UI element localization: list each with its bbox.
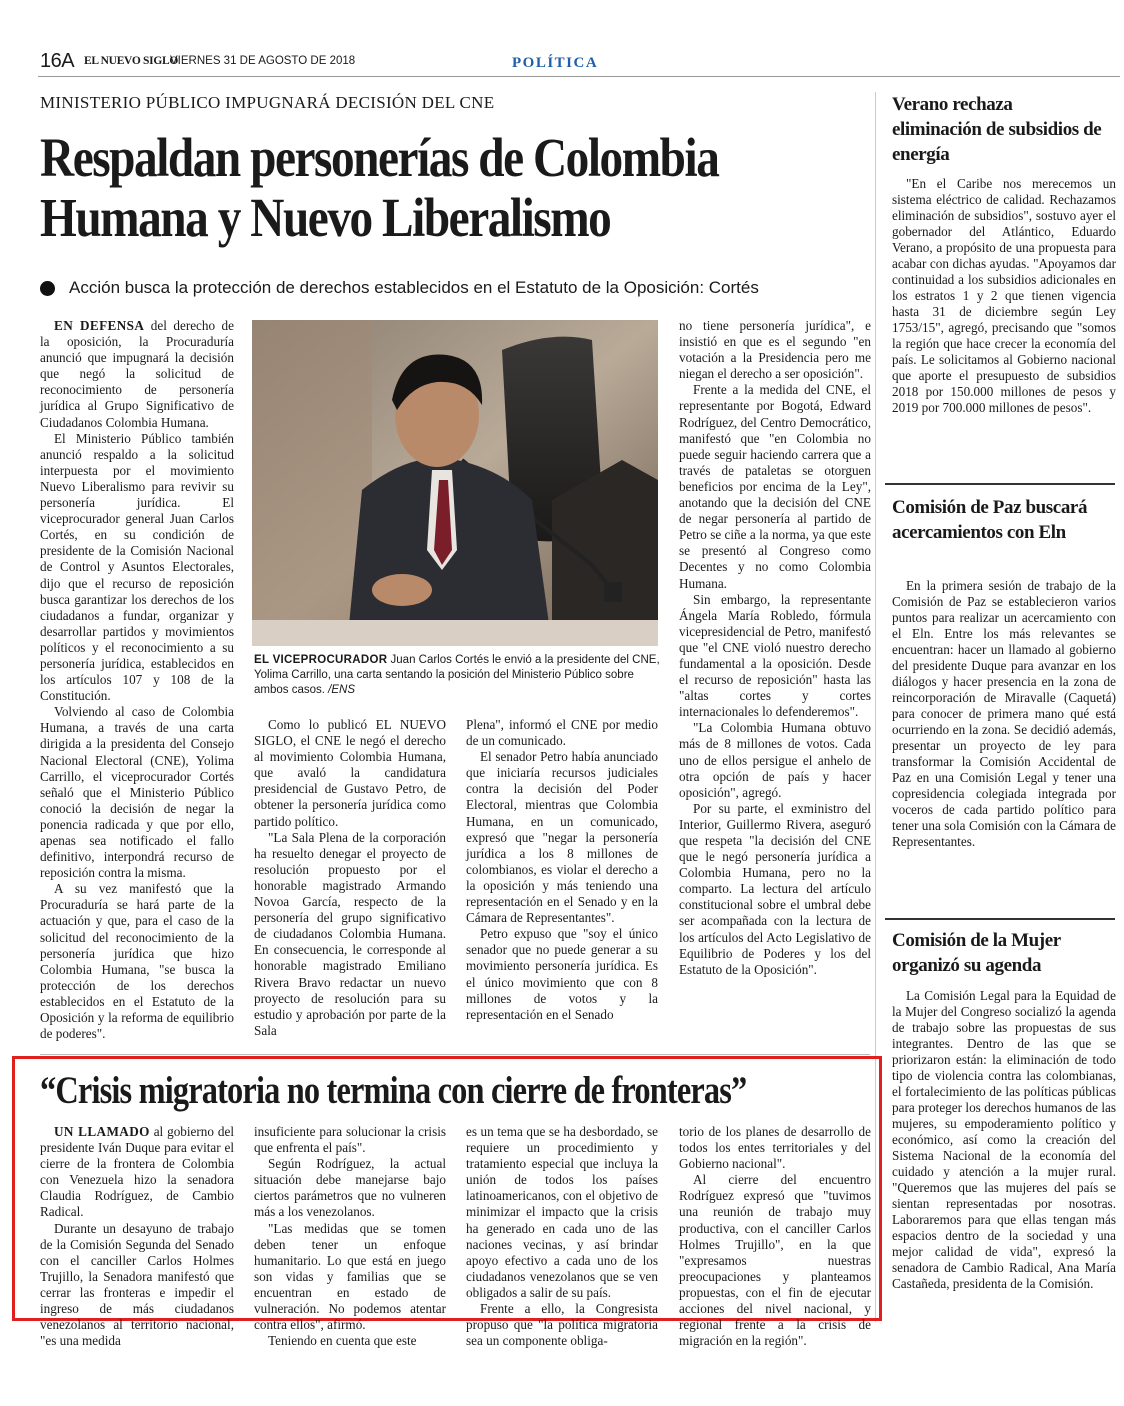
paragraph: no tiene personería jurídica", e insistió en que es el segundo "en votación a la Presidencia pero me niegan el derecho a ser oposición". xyxy=(679,318,871,382)
paragraph: Plena", informó el CNE por medio de un comunicado. xyxy=(466,717,658,749)
headline-line-1: Respaldan personerías de Colombia xyxy=(40,127,719,188)
lead-in: EN DEFENSA xyxy=(54,318,145,333)
lead-in: UN LLAMADO xyxy=(54,1124,150,1139)
crisis-headline: “Crisis migratoria no termina con cierre de fronteras” xyxy=(40,1069,747,1112)
paragraph: Como lo publicó EL NUEVO SIGLO, el CNE le negó el derecho al movimiento Colombia Humana, que avaló la candidatura presidencial de Gustavo Petro, de obtener la personería jurídica como partido político. xyxy=(254,717,446,829)
sidebar-headline-2: Comisión de Paz buscará acercamientos con Eln xyxy=(892,497,1088,543)
paragraph: Durante un desayuno de trabajo de la Comisión Segunda del Senado con el canciller Carlos Holmes Trujillo, la Senadora manifestó que cerrar las fronteras e impedir el ingreso de más ciudadanos venezolanos al territorio nacional, "es una medida xyxy=(40,1220,234,1349)
paragraph: torio de los planes de desarrollo de todos los entes territoriales y del Gobierno nacional". xyxy=(679,1124,871,1172)
photo-caption xyxy=(254,653,660,698)
paragraph: La Comisión Legal para la Equidad de la Mujer del Congreso socializó la agenda de trabajo sobre las propuestas de sus integrantes. Dentro de las que se priorizaron están: la eliminación de todo tipo de violencia contra las colombianas, el fortalecimiento de las políticas públicas para proteger los derechos humanos de las mujeres, su empoderamiento político y económico, así como la creación del Sistema Nacional de la economía del cuidado y atención a la mujer rural. "Queremos que las mujeres del país se sientan representadas por nosotras. Laboraremos para que ellas tengan más espacios dentro de la sociedad y una mejor calidad de vida", expresó la senadora de Cambio Radical, Ana María Castañeda, presidenta de la Comisión. xyxy=(892,988,1116,1291)
headline-line-2: Humana y Nuevo Liberalismo xyxy=(40,187,611,248)
header-rule xyxy=(38,76,1120,77)
article-headline xyxy=(40,128,754,248)
caption-lead: EL VICEPROCURADOR xyxy=(254,654,388,666)
article-column-2 xyxy=(254,717,446,1039)
paragraph: Al cierre del encuentro Rodríguez expresó que "tuvimos una reunión de trabajo muy productiva, con el canciller Carlos Holmes Trujillo", en la que "expresamos nuestras preocupaciones y planteamos propuestas, con el fin de ejecutar acciones del nivel nacional, y regional frente a la crisis de migración en la región". xyxy=(679,1172,871,1349)
crisis-column-2 xyxy=(254,1124,446,1349)
article-column-3 xyxy=(466,717,658,1023)
sidebar-headline-1: Verano rechaza eliminación de subsidios de energía xyxy=(892,94,1102,165)
paragraph: El senador Petro había anunciado que iniciaría recursos judiciales contra la decisión del Poder Electoral, mientras que Colombia Humana, en un comunicado, expresó que "negar la personería jurídica a los 8 millones de colombianos, es violar el derecho a la oposición y más teniendo una representación en el Senado y en la Cámara de Representantes". xyxy=(466,749,658,926)
section-label: POLÍTICA xyxy=(512,55,599,71)
paragraph: El Ministerio Público también anunció respaldo a la solicitud interpuesta por el movimiento Nuevo Liberalismo para revivir su personería jurídica. El viceprocurador general Juan Carlos Cortés, en su condición de presidente de la Comisión Nacional de Control y Asuntos Electorales, dijo que el recurso de reposición busca garantizar los derechos de los ciudadanos a fundar, organizar y desarrollar partidos y movimientos políticos y el reconocimiento a su personería jurídica, establecidos en los artículos 107 y 108 de la Constitución. xyxy=(40,430,234,704)
paragraph: Frente a ello, la Congresista propuso que "la política migratoria sea un componente obliga- xyxy=(466,1301,658,1349)
sidebar-rule xyxy=(885,483,1115,485)
paragraph: Por su parte, el exministro del Interior, Guillermo Rivera, aseguró que respeta "la decisión del CNE que le negó personería jurídica a Colombia Humana, pero no la comparto. La lectura del artículo constitucional sobre el umbral debe ser acompañada con la lectura de los artículos del Acto Legislativo de Equilibrio de Poderes y los del Estatuto de la Oposición". xyxy=(679,800,871,977)
article-subhead xyxy=(40,278,759,298)
paragraph: A su vez manifestó que la Procuraduría se hará parte de la actuación y que, para el caso de la solicitud del reconocimiento de la personería jurídica que hizo Colombia Humana, "se busca la protección de los derechos establecidos en el Estatuto de la Oposición y la reforma de equilibrio de poderes". xyxy=(40,881,234,1042)
paragraph: "Las medidas que se tomen deben tener un enfoque humanitario. Lo que está en juego son vidas y familias que se encuentran en estado de vulneración. No podemos atentar contra ellos", afirmó. xyxy=(254,1220,446,1333)
photo-credit: /ENS xyxy=(324,684,355,696)
viceprocurador-photo-icon xyxy=(252,320,658,646)
paragraph: insuficiente para solucionar la crisis que enfrenta el país". xyxy=(254,1124,446,1156)
article-column-4 xyxy=(679,318,871,978)
paragraph: Petro expuso que "soy el único senador que no puede generar a su movimiento personería jurídica. Es el único movimiento que con 8 millones de votos y la representación en el Senado xyxy=(466,926,658,1022)
paragraph: es un tema que se ha desbordado, se requiere un procedimiento y tratamiento especial que incluya la unión de todos los países latinoamericanos, con el objetivo de minimizar el impacto que la crisis ha generado en cada uno de las naciones vecinas, y así brindar apoyo efectivo a cada uno de los ciudadanos venezolanos que se ven obligados a salir de su país. xyxy=(466,1124,658,1300)
subhead-text: Acción busca la protección de derechos establecidos en el Estatuto de la Oposición: Cortés xyxy=(69,278,759,297)
sidebar-story-3 xyxy=(892,988,1116,1292)
sidebar-story-2 xyxy=(892,578,1116,850)
paragraph: al gobierno del presidente Iván Duque para evitar el cierre de la frontera de Colombia con Venezuela hizo la senadora Claudia Rodríguez, de Cambio Radical. xyxy=(40,1124,234,1220)
paragraph: Frente a la medida del CNE, el representante por Bogotá, Edward Rodríguez, del Centro Democrático, manifestó que "en Colombia no puede seguir haciendo carrera que a través de pataletas se otorguen beneficios por encima de la Ley", anotando que la decisión del CNE de negar personería al partido de Petro se ciñe a la norma, ya que este se presentó al Congreso como Decentes y no como Colombia Humana. xyxy=(679,382,871,591)
article-kicker: MINISTERIO PÚBLICO IMPUGNARÁ DECISIÓN DEL CNE xyxy=(40,93,495,112)
paragraph: Sin embargo, la representante Ángela María Robledo, fórmula vicepresidencial de Petro, manifestó que "el CNE violó nuestro derecho fundamental a la oposición. Desde el recurso de reposición" hasta las "altas cortes y cortes internacionales lo defenderemos". xyxy=(679,591,871,720)
sidebar-headline-3: Comisión de la Mujer organizó su agenda xyxy=(892,930,1061,976)
sidebar-rule xyxy=(885,918,1115,920)
paragraph: del derecho de la oposición, la Procuraduría anunció que impugnará la decisión que negó la solicitud de reconocimiento de personería jurídica al Grupo Significativo de Ciudadanos Colombia Humana. xyxy=(40,318,235,430)
page-number: 16A xyxy=(40,50,75,72)
crisis-column-3 xyxy=(466,1124,658,1349)
bullet-icon xyxy=(40,281,55,296)
article-photo xyxy=(252,320,658,646)
paragraph: Según Rodríguez, la actual situación debe manejarse bajo ciertos parámetros que no vulneren más a los venezolanos. xyxy=(254,1156,446,1220)
crisis-column-1 xyxy=(40,1124,234,1349)
sidebar-story-1 xyxy=(892,176,1116,416)
paragraph: "La Sala Plena de la corporación ha resuelto denegar el proyecto de resolución propuesto por el honorable magistrado Armando Novoa García, respecto de la personería del grupo significativo de ciudadanos Colombia Humana. En consecuencia, le corresponde al honorable magistrado Emiliano Rivera Bravo redactar un nuevo proyecto de resolución para su estudio y aprobación por parte de la Sala xyxy=(254,829,446,1038)
paragraph: "La Colombia Humana obtuvo más de 8 millones de votos. Cada uno de ellos persigue el anhelo de otra opción de país y hacer oposición", agregó. xyxy=(679,720,871,800)
paragraph: En la primera sesión de trabajo de la Comisión de Paz se establecieron varios puntos para realizar un acercamiento con el Eln. Entre los más relevantes se encuentran: hacer un llamado al gobierno del presidente Duque para avanzar en los diálogos y hacer presencia en la zona de reincorporación de Miravalle (Caquetá) para conocer de primera mano qué está ocurriendo en la zona. Se decidió además, presentar un proyecto de ley para transformar la Comisión Accidental de Paz en una Comisión Legal y tener una copresidencia colegiada integrada por voceros de cada partido político para tener una sola Comisión con la Cámara de Representantes. xyxy=(892,578,1116,849)
caption-text: Juan Carlos Cortés le envió a la presidente del CNE, Yolima Carrillo, una carta sentando la posición del Ministerio Público sobre ambos casos. xyxy=(254,654,660,696)
paragraph: Volviendo al caso de Colombia Humana, a través de una carta dirigida a la presidenta del Consejo Nacional Electoral (CNE), Yolima Carrillo, el viceprocurador Cortés señaló que el Ministerio Público conoció la decisión de negar la ponencia radicada y que por ello, apenas sea notificado el fallo definitivo, interpondrá recurso de reposición contra la misma. xyxy=(40,704,234,881)
paragraph: Teniendo en cuenta que este xyxy=(268,1333,417,1349)
section-rule xyxy=(40,1054,870,1055)
crisis-column-4 xyxy=(679,1124,871,1349)
article-column-1 xyxy=(40,318,234,1042)
newspaper-name: EL NUEVO SIGLO xyxy=(84,55,178,67)
issue-date: VIERNES 31 DE AGOSTO DE 2018 xyxy=(170,55,356,67)
paragraph: "En el Caribe nos merecemos un sistema eléctrico de calidad. Rechazamos eliminación de subsidios", sostuvo ayer el gobernador del Atlántico, Eduardo Verano, a propósito de una propuesta para acabar con dichas ayudas. "Apoyamos dar continuidad a los subsidios adicionales en los estratos 1 y 2 que tienen vigencia hasta 31 de diciembre según Ley 1753/15", agregó, precisando que "somos la región que hace crecer la economía del país. Le solicitamos al Gobierno nacional que aporte el presupuesto de subsidios 2018 por 150.000 millones de pesos y 2019 por 700.000 millones de pesos". xyxy=(892,176,1116,415)
